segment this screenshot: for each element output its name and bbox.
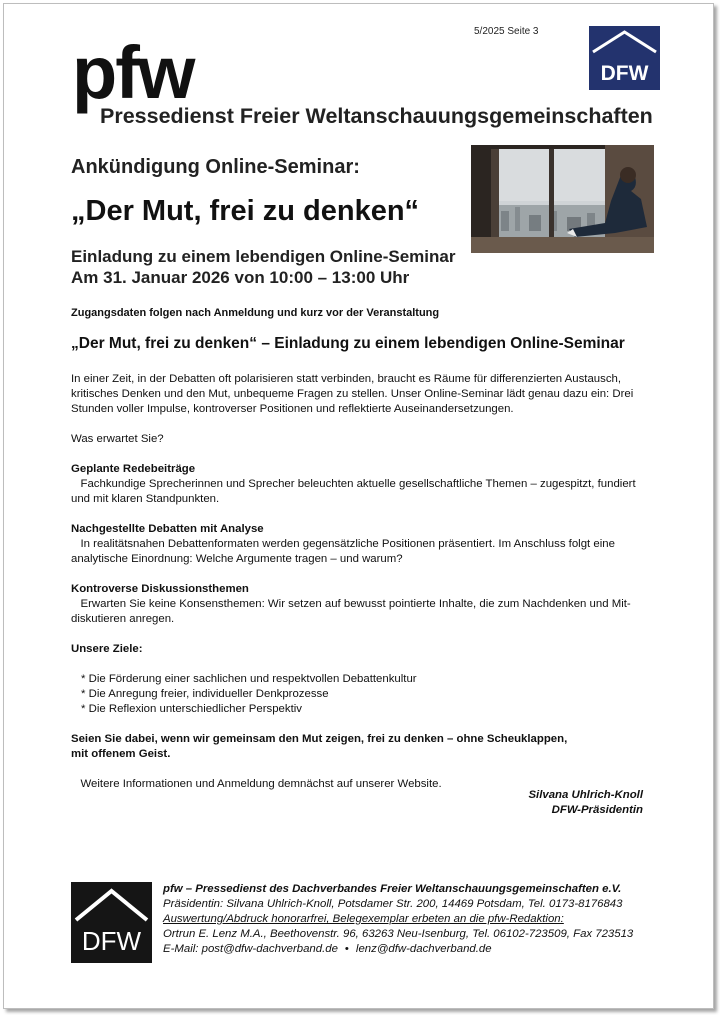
footer-line-1: pfw – Pressedienst des Dachverbandes Freier Weltanschauungsgemeinschaften e.V. [163,883,622,895]
section-heading: „Der Mut, frei zu denken“ – Einladung zu einem lebendigen Online-Seminar [71,335,625,352]
access-note: Zugangsdaten folgen nach Anmeldung und kurz vor der Veranstaltung [71,307,440,319]
announcement-line1: Einladung zu einem lebendigen Online-Seminar [71,247,456,266]
more-info: Weitere Informationen und Anmeldung demnächst auf unserer Website. [80,778,442,790]
footer-emails [163,942,633,957]
dfw-logo-label: DFW [600,62,649,85]
section-heading-2: Nachgestellte Debatten mit Analyse [71,523,264,535]
section-heading-3: Kontroverse Diskussionsthemen [71,583,249,595]
goal-item: * Die Förderung einer sachlichen und respektvollen Debattenkultur [81,673,417,685]
section-text-1: Fachkundige Sprecherinnen und Sprecher beleuchten aktuelle gesellschaftliche Themen – zugespitzt, fundiert und mit klaren Standpunkten. [71,478,636,505]
closing-line-1: Seien Sie dabei, wenn wir gemeinsam den Mut zeigen, frei zu denken – ohne Scheuklappen, [71,733,568,745]
announcement-kicker: Ankündigung Online-Seminar: [71,156,360,178]
email-link-post[interactable]: E-Mail: post@dfw-dachverband.de [163,943,338,955]
announcement-title: „Der Mut, frei zu denken“ [71,195,420,227]
closing-line-2: mit offenem Geist. [71,748,171,760]
section-text-3: Erwarten Sie keine Konsensthemen: Wir setzen auf bewusst pointierte Inhalte, die zum Nachdenken und Mit-diskutieren anregen. [71,598,631,625]
goals-heading: Unsere Ziele: [71,643,143,655]
email-link-lenz[interactable]: lenz@dfw-dachverband.de [355,943,492,955]
footer-line-2: Präsidentin: Silvana Uhlrich-Knoll, Potsdamer Str. 200, 14469 Potsdam, Tel. 0173-8176843 [163,898,623,910]
goal-item: * Die Reflexion unterschiedlicher Perspektiv [81,703,302,715]
dfw-logo [589,26,660,90]
announcement-line2: Am 31. Januar 2026 von 10:00 – 13:00 Uhr [71,268,410,287]
goal-item: * Die Anregung freier, individueller Denkprozesse [81,688,329,700]
intro-paragraph: In einer Zeit, in der Debatten oft polarisieren statt verbinden, braucht es Räume für differenzierten Austausch, kritisches Denken und den Mut, unbequeme Fragen zu stellen. Unser Online-Seminar lädt genau dazu ein: Drei Stunden voller Impulse, kontroverser Positionen und reflektierte Auseinandersetzungen. [71,373,634,415]
footer-line-3: Auswertung/Abdruck honorarfrei, Belegexemplar erbeten an die pfw-Redaktion: [163,913,564,925]
brand-subtitle: Pressedienst Freier Weltanschauungsgemeinschaften [100,104,653,128]
brand-logo-text: pfw [72,31,194,114]
signature-role: DFW-Präsidentin [551,804,643,816]
separator-dot: • [344,943,349,955]
issue-label: 5/2025 Seite 3 [474,26,539,37]
question-line: Was erwartet Sie? [71,433,164,445]
signature-name: Silvana Uhlrich-Knoll [528,789,643,801]
announcement-details [71,246,455,288]
person-at-window-photo [471,145,654,253]
footer-info [163,882,633,957]
article-body [71,372,656,792]
document-page [3,3,714,1009]
dfw-footer-logo-label: DFW [81,926,142,956]
signature-block [528,788,643,818]
section-heading-1: Geplante Redebeiträge [71,463,196,475]
section-text-2: In realitätsnahen Debattenformaten werden gegensätzliche Positionen präsentiert. Im Anschluss folgt eine analytische Einordnung: Welche Argumente tragen – und warum? [71,538,615,565]
footer-line-4: Ortrun E. Lenz M.A., Beethovenstr. 96, 63263 Neu-Isenburg, Tel. 06102-723509, Fax 723513 [163,928,634,940]
photo-illustration [471,145,654,253]
dfw-footer-logo [71,882,152,963]
